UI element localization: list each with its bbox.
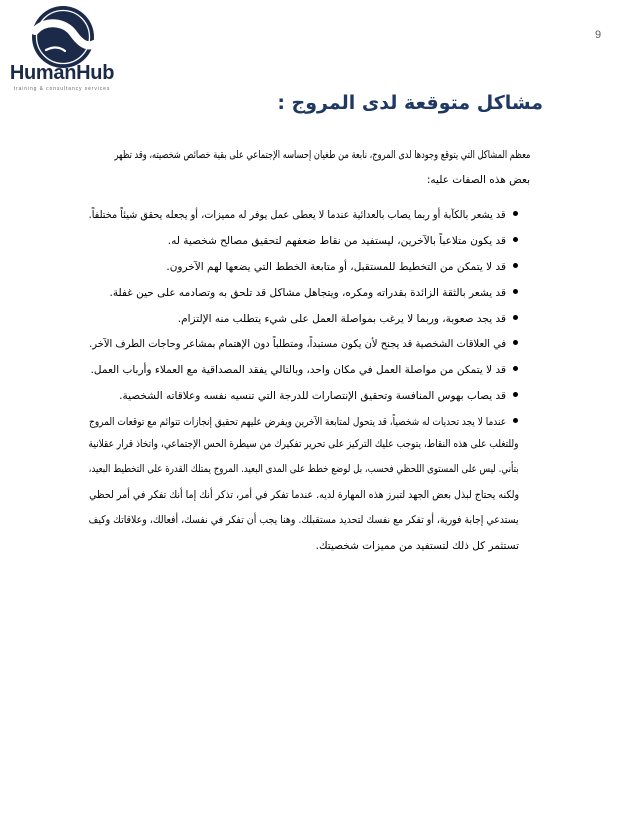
bullet-text: في العلاقات الشخصية قد يجنح لأن يكون مستبداً، ومتطلباً دون الإهتمام بمشاعر وحاجات الطرف الآخر. xyxy=(89,338,506,351)
bullet-icon xyxy=(513,340,518,345)
closing-text: بتأني. ليس على المستوى اللحظي فحسب، بل لوضع خطط على المدى البعيد. المروج يمتلك القدرة على التخطيط البعيد، xyxy=(88,463,519,475)
intro-text: بعض هذه الصفات عليه: xyxy=(426,174,530,186)
logo xyxy=(6,2,118,98)
bullet-icon xyxy=(513,263,518,268)
bullet-line xyxy=(88,278,506,304)
logo-wordmark: HumanHub xyxy=(9,62,115,84)
bullet-icon xyxy=(513,289,518,294)
closing-paragraph xyxy=(88,429,519,557)
closing-line xyxy=(88,480,519,506)
bullet-line xyxy=(88,200,506,226)
bullet-icon xyxy=(513,315,518,320)
bullet-list xyxy=(88,200,520,433)
bullet-line xyxy=(88,252,506,278)
bullet-icon xyxy=(513,211,518,216)
bullet-text: قد يكون متلاعباً بالآخرين، ليستفيد من نقاط ضعفهم لتحقيق مصالح شخصية له. xyxy=(167,234,506,247)
bullet-text: قد لا يتمكن من التخطيط للمستقبل، أو متابعة الخطط التي يضعها لهم الآخرون. xyxy=(166,260,506,273)
closing-text: تستثمر كل ذلك لتستفيد من مميزات شخصيتك. xyxy=(315,539,519,552)
bullet-line xyxy=(88,329,506,355)
bullet-item xyxy=(88,304,520,330)
bullet-text: عندما لا يجد تحديات له شخصياً، قد يتحول لمتابعة الآخرين ويفرض عليهم تحقيق إنجازات تتوائم مع توقعات المروج xyxy=(88,416,506,429)
bullet-icon xyxy=(513,237,518,242)
closing-text: وللتغلب على هذه النقاط، يتوجب عليك التركيز على تحرير تفكيرك من سيطرة الحس الإجتماعي، واتخاذ قرار عقلانية xyxy=(88,437,519,450)
closing-line xyxy=(88,505,519,531)
logo-tagline: training & consultancy services xyxy=(13,86,111,92)
intro-text: معظم المشاكل التي يتوقع وجودها لدى المروج، نابعة من طغيان إحساسه الإجتماعي على بقية خصائص شخصيته، وقد تظهر xyxy=(113,149,530,161)
bullet-text: قد لا يتمكن من مواصلة العمل في مكان واحد، وبالتالي يفقد المصداقية مع العملاء وأرباب العمل. xyxy=(90,364,506,377)
closing-line xyxy=(88,454,519,480)
bullet-item xyxy=(88,381,520,407)
bullet-item xyxy=(88,252,520,278)
bullet-item xyxy=(88,278,520,304)
bullet-icon xyxy=(513,418,518,423)
intro-line xyxy=(113,140,530,165)
bullet-icon xyxy=(513,392,518,397)
bullet-line xyxy=(88,304,506,330)
closing-text: يستدعي إجابة فورية، أو تفكر مع نفسك لتحديد مستقبلك. وهنا يجب أن تفكر في نفسك، أفعالك، وعلاقاتك وكيف xyxy=(88,514,519,526)
bullet-text: قد يصاب بهوس المنافسة وتحقيق الإنتصارات للدرجة التي تنسيه نفسه وعلاقاته الشخصية. xyxy=(119,390,506,403)
closing-line xyxy=(88,531,519,557)
bullet-line xyxy=(88,381,506,407)
bullet-text: قد يشعر بالثقة الزائدة بقدراته ومكره، ويتجاهل مشاكل قد تلحق به وتصادمه على حين غفلة. xyxy=(109,286,506,299)
bullet-line xyxy=(88,355,506,381)
intro-paragraph xyxy=(113,140,530,190)
bullet-text: قد يجد صعوبة، وربما لا يرغب بمواصلة العمل على شيء يتطلب منه الإلتزام. xyxy=(177,312,506,325)
page-title: مشاكل متوقعة لدى المروج : xyxy=(277,92,543,114)
page-number: 9 xyxy=(594,29,602,41)
bullet-item xyxy=(88,226,520,252)
bullet-item xyxy=(88,200,520,226)
intro-line xyxy=(113,165,530,190)
closing-text: ولكنه يحتاج لبذل بعض الجهد لتبرز هذه المهارة لديه. عندما تفكر في أمر، تذكر أنك إما أنك تفكر في أمر لحظي xyxy=(89,488,519,501)
bullet-icon xyxy=(513,366,518,371)
bullet-item xyxy=(88,355,520,381)
bullet-item xyxy=(88,329,520,355)
bullet-text: قد يشعر بالكآبة أو ربما يصاب بالعدائية عندما لا يعطى عمل يوفر له مميزات، أو يجعله يحقق شيئاً مختلفاً. xyxy=(88,209,506,221)
closing-line xyxy=(88,429,519,455)
bullet-line xyxy=(88,226,506,252)
